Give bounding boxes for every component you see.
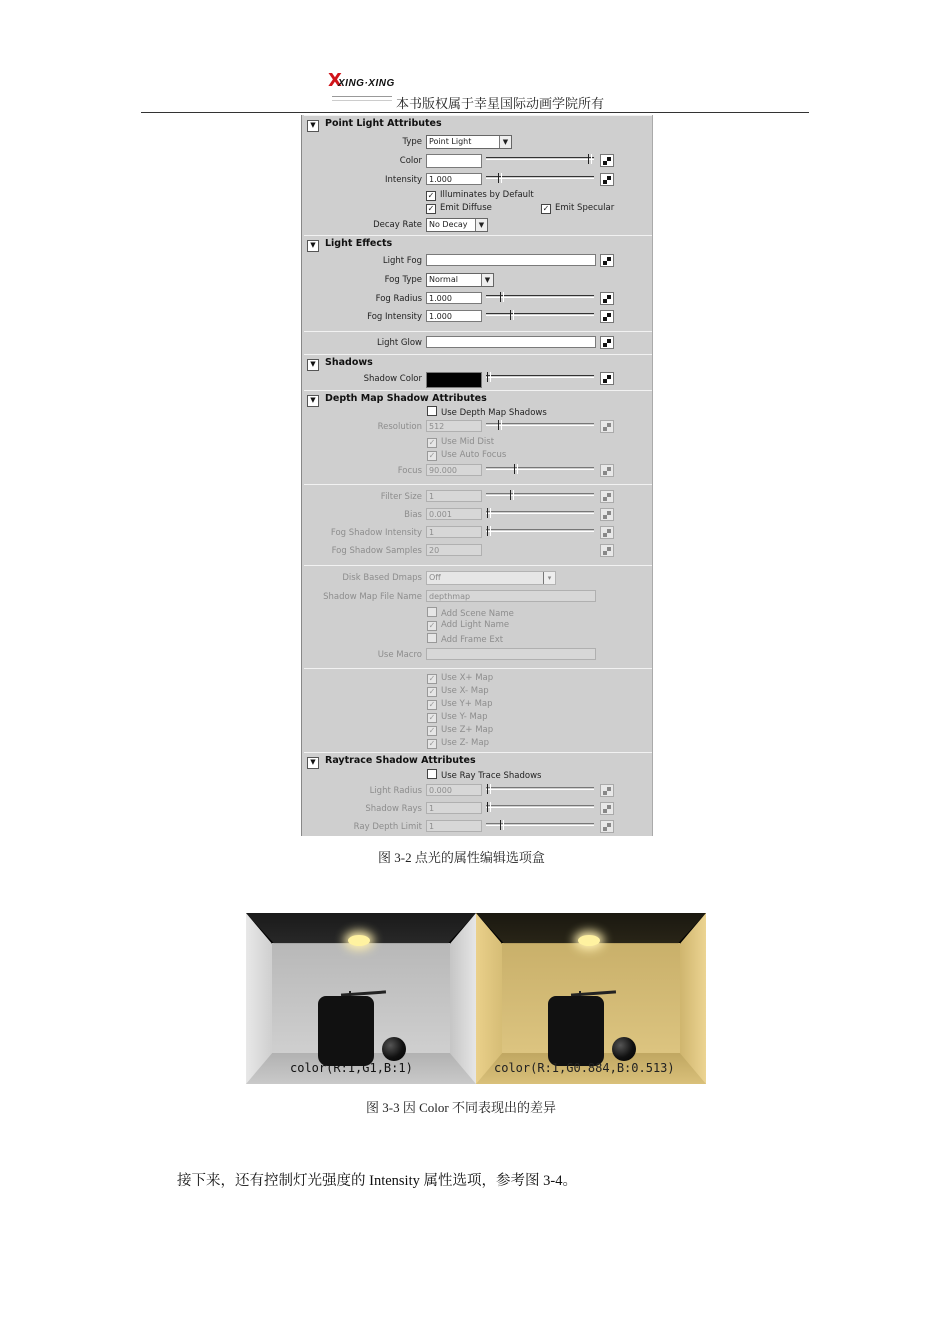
point-light-header[interactable]: ▼ Point Light Attributes [307,118,442,132]
resolution-label: Resolution [377,422,422,432]
chevron-down-icon: ▼ [475,219,487,231]
light-fog-label: Light Fog [382,256,422,266]
map-button-icon[interactable] [600,372,614,385]
map-button-icon[interactable] [600,784,614,797]
light-glow-label: Light Glow [376,338,422,348]
chevron-down-icon: ▼ [499,136,511,148]
fog-shadow-intensity-slider[interactable] [486,526,594,538]
shadows-header[interactable]: ▼ Shadows [307,357,373,371]
filter-size-field[interactable]: 1 [426,490,482,502]
light-radius-label: Light Radius [369,786,422,796]
map-button-icon[interactable] [600,544,614,557]
map-button-icon[interactable] [600,526,614,539]
chevron-down-icon: ▾ [543,572,555,584]
shadow-color-label: Shadow Color [363,374,422,384]
collapse-triangle-icon[interactable]: ▼ [307,395,319,407]
bias-label: Bias [404,510,422,520]
use-map-checkbox[interactable]: ✓ Use Z+ Map [428,725,494,735]
use-ray-trace-checkbox[interactable]: Use Ray Trace Shadows [427,769,541,781]
shadow-rays-field[interactable]: 1 [426,802,482,814]
depth-map-section [304,390,652,485]
cylinder-object [318,996,374,1066]
ceiling-lamp [348,935,370,946]
fog-shadow-intensity-label: Fog Shadow Intensity [330,528,422,538]
fog-type-dropdown[interactable]: Normal ▼ [426,273,494,287]
figure-3-3-caption: 图 3-3 因 Color 不同表现出的差异 [366,1100,556,1115]
fog-radius-field[interactable]: 1.000 [426,292,482,304]
attribute-editor-panel [301,115,653,836]
use-map-checkbox[interactable]: ✓ Use Y- Map [428,712,488,722]
focus-field[interactable]: 90.000 [426,464,482,476]
copyright-header: 本书版权属于幸星国际动画学院所有 [396,96,605,111]
map-button-icon[interactable] [600,254,614,267]
map-button-icon[interactable] [600,292,614,305]
filter-size-slider[interactable] [486,490,594,502]
logo-text: XING·XING [338,78,395,89]
figure-3-2-caption: 图 3-2 点光的属性编辑选项盒 [378,850,545,865]
use-depth-map-checkbox[interactable]: Use Depth Map Shadows [427,406,547,418]
light-glow-field[interactable] [426,336,596,348]
decay-rate-dropdown[interactable]: No Decay ▼ [426,218,488,232]
render-label-left: color(R:1,G1,B:1) [290,1061,413,1075]
emit-diffuse-checkbox[interactable]: ✓ Emit Diffuse [427,203,492,213]
use-macro-field[interactable] [426,648,596,660]
color-comparison-render [246,913,706,1084]
use-map-checkbox[interactable]: ✓ Use X- Map [428,686,489,696]
illuminates-default-checkbox[interactable]: ✓ Illuminates by Default [427,190,534,200]
depth-map-header[interactable]: ▼ Depth Map Shadow Attributes [307,393,487,407]
emit-specular-checkbox[interactable]: ✓ Emit Specular [542,203,615,213]
point-light-section [304,115,652,236]
fog-intensity-label: Fog Intensity [367,312,422,322]
filter-size-label: Filter Size [380,492,422,502]
map-button-icon[interactable] [600,420,614,433]
map-button-icon[interactable] [600,820,614,833]
sphere-object [612,1037,636,1061]
map-button-icon[interactable] [600,336,614,349]
use-mid-dist-checkbox[interactable]: ✓ Use Mid Dist [428,437,495,447]
decay-rate-label: Decay Rate [373,220,422,230]
ceiling-lamp [578,935,600,946]
light-radius-field[interactable]: 0.000 [426,784,482,796]
cylinder-object [548,996,604,1066]
light-radius-slider[interactable] [486,784,594,796]
add-light-name-checkbox[interactable]: ✓ Add Light Name [428,620,510,630]
shadow-color-slider[interactable] [486,372,594,384]
intensity-slider[interactable] [486,173,594,185]
render-yellow-light [476,913,706,1084]
render-white-light [246,913,476,1084]
fog-shadow-intensity-field[interactable]: 1 [426,526,482,538]
render-label-right: color(R:1,G0.884,B:0.513) [494,1061,675,1075]
ray-depth-limit-field[interactable]: 1 [426,820,482,832]
color-slider[interactable] [486,154,594,166]
use-map-checkbox[interactable]: ✓ Use X+ Map [428,673,494,683]
shadow-rays-slider[interactable] [486,802,594,814]
shadow-color-swatch[interactable] [426,372,482,388]
bias-field[interactable]: 0.001 [426,508,482,520]
light-effects-section [304,235,652,332]
focus-slider[interactable] [486,464,594,476]
map-button-icon[interactable] [600,508,614,521]
type-label: Type [402,137,422,147]
collapse-triangle-icon[interactable]: ▼ [307,240,319,252]
intensity-label: Intensity [385,175,422,185]
use-map-checkbox[interactable]: ✓ Use Y+ Map [428,699,493,709]
type-dropdown[interactable]: Point Light ▼ [426,135,512,149]
add-frame-ext-checkbox[interactable]: Add Frame Ext [427,633,503,645]
chevron-down-icon: ▼ [481,274,493,286]
fog-shadow-samples-label: Fog Shadow Samples [331,546,422,556]
disk-based-dmaps-dropdown[interactable]: Off ▾ [426,571,556,585]
map-button-icon[interactable] [600,490,614,503]
disk-based-dmaps-label: Disk Based Dmaps [342,573,422,583]
ray-depth-limit-label: Ray Depth Limit [353,822,422,832]
collapse-triangle-icon[interactable]: ▼ [307,359,319,371]
light-glow-section [304,331,652,355]
ray-depth-limit-slider[interactable] [486,820,594,832]
light-fog-field[interactable] [426,254,596,266]
shadows-section [304,354,652,391]
use-maps-section [304,668,652,753]
map-button-icon[interactable] [600,464,614,477]
xingxing-logo: X XING·XING [328,72,396,102]
fog-shadow-samples-field[interactable]: 20 [426,544,482,556]
collapse-triangle-icon[interactable]: ▼ [307,757,319,769]
color-swatch[interactable] [426,154,482,168]
resolution-field[interactable]: 512 [426,420,482,432]
bias-slider[interactable] [486,508,594,520]
use-map-checkbox[interactable]: ✓ Use Z- Map [428,738,489,748]
header-rule [141,112,809,113]
map-button-icon[interactable] [600,173,614,186]
light-effects-header[interactable]: ▼ Light Effects [307,238,392,252]
raytrace-section [304,752,652,837]
body-paragraph: 接下来，还有控制灯光强度的 Intensity 属性选项，参考图 3-4。 [177,1173,577,1189]
disk-dmaps-section [304,565,652,669]
shadow-map-file-name-label: Shadow Map File Name [323,592,422,602]
shadow-map-file-name-field[interactable]: depthmap [426,590,596,602]
use-auto-focus-checkbox[interactable]: ✓ Use Auto Focus [428,450,507,460]
raytrace-header[interactable]: ▼ Raytrace Shadow Attributes [307,755,476,769]
fog-intensity-field[interactable]: 1.000 [426,310,482,322]
fog-type-label: Fog Type [384,275,422,285]
use-macro-label: Use Macro [377,650,422,660]
resolution-slider[interactable] [486,420,594,432]
fog-radius-slider[interactable] [486,292,594,304]
map-button-icon[interactable] [600,154,614,167]
sphere-object [382,1037,406,1061]
map-button-icon[interactable] [600,802,614,815]
fog-radius-label: Fog Radius [375,294,422,304]
shadow-rays-label: Shadow Rays [365,804,422,814]
intensity-field[interactable]: 1.000 [426,173,482,185]
map-button-icon[interactable] [600,310,614,323]
collapse-triangle-icon[interactable]: ▼ [307,120,319,132]
focus-label: Focus [397,466,422,476]
filter-section [304,484,652,566]
add-scene-name-checkbox[interactable]: Add Scene Name [427,607,514,619]
color-label: Color [399,156,422,166]
fog-intensity-slider[interactable] [486,310,594,322]
